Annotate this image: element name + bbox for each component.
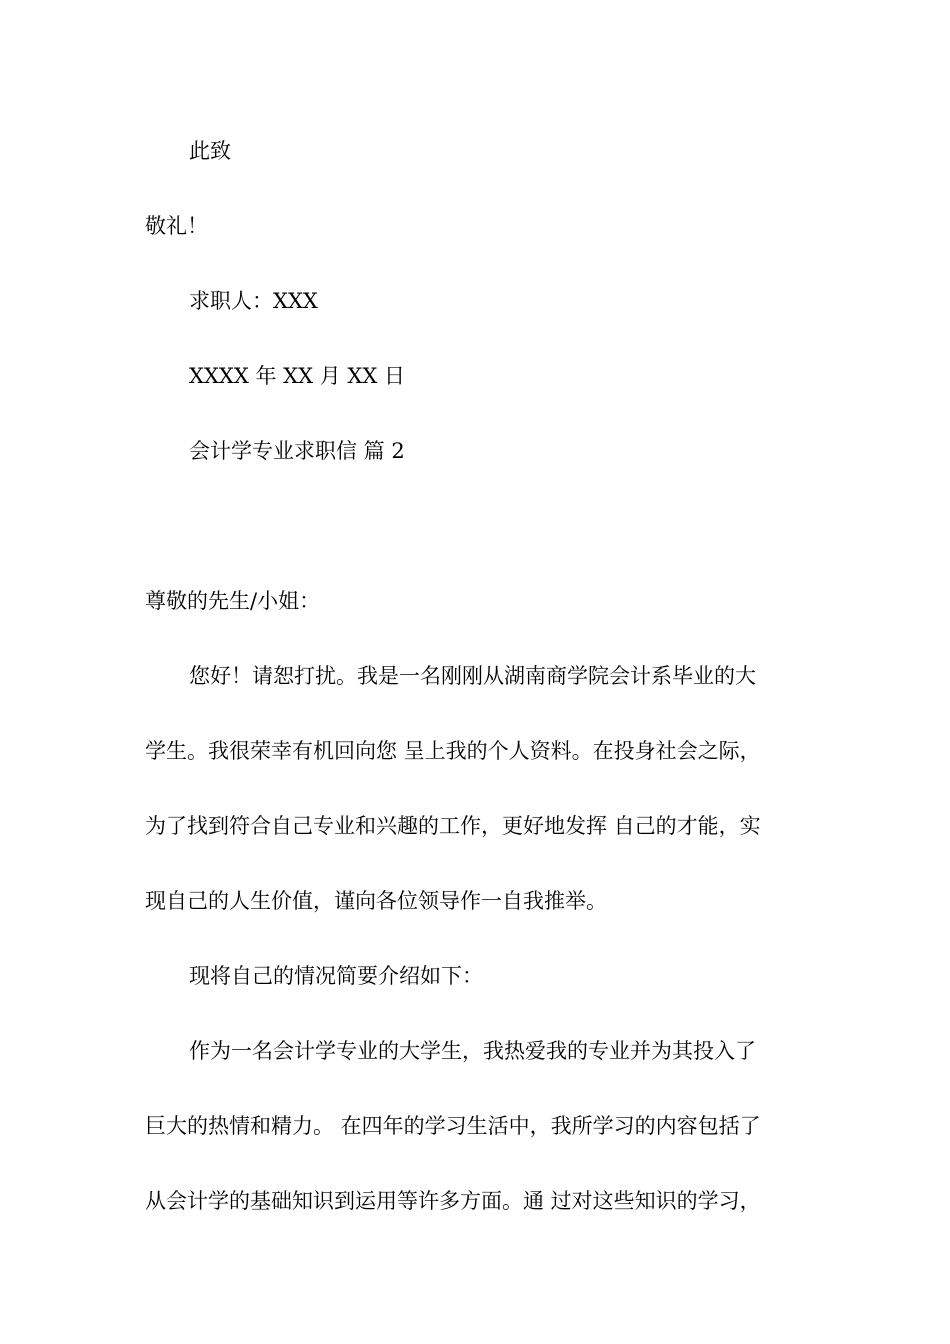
paragraph-3-line-3: 从会计学的基础知识到运用等许多方面。通 过对这些知识的学习， xyxy=(145,1189,761,1213)
greeting: 尊敬的先生/小姐： xyxy=(145,589,321,613)
paragraph-1-line-2: 学生。我很荣幸有机回向您 呈上我的个人资料。在投身社会之际， xyxy=(145,739,761,763)
closing-salute-2: 敬礼！ xyxy=(145,214,208,238)
date-line: XXXX 年 XX 月 XX 日 xyxy=(189,364,405,388)
paragraph-2: 现将自己的情况简要介绍如下： xyxy=(189,964,483,988)
paragraph-1-line-4: 现自己的人生价值，谨向各位领导作一自我推举。 xyxy=(145,889,607,913)
applicant-line: 求职人：XXX xyxy=(189,289,318,313)
section-title: 会计学专业求职信 篇 2 xyxy=(189,439,405,463)
paragraph-1-line-3: 为了找到符合自己专业和兴趣的工作，更好地发挥 自己的才能，实 xyxy=(145,814,761,838)
closing-salute-1: 此致 xyxy=(189,139,231,163)
paragraph-3-line-1: 作为一名会计学专业的大学生，我热爱我的专业并为其投入了 xyxy=(189,1039,756,1063)
paragraph-3-line-2: 巨大的热情和精力。 在四年的学习生活中，我所学习的内容包括了 xyxy=(145,1114,761,1138)
paragraph-1-line-1: 您好！请恕打扰。我是一名刚刚从湖南商学院会计系毕业的大 xyxy=(189,664,756,688)
